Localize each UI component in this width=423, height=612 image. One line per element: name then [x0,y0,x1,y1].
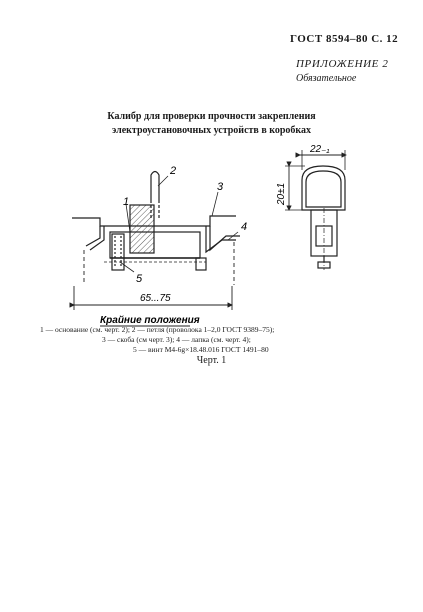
drawing-title-line-1: Калибр для проверки прочности закрепления [107,111,316,122]
extreme-positions-label: Крайние положения [100,315,200,326]
callout-4: 4 [241,221,248,233]
page-header: ГОСТ 8594–80 С. 12 [290,33,399,45]
dimension-top: 22₋₁ [310,144,330,155]
legend-line-3: 5 — винт М4-6g×18.48.016 ГОСТ 1491–80 [133,345,269,354]
appendix-status: Обязательное [296,73,357,84]
dimension-side: 20±1 [276,182,287,205]
appendix-label: ПРИЛОЖЕНИЕ 2 [296,58,389,70]
figure-caption: Черт. 1 [196,355,227,366]
callout-2: 2 [170,165,177,177]
legend-line-1: 1 — основание (см. черт. 2); 2 — петля (проволока 1–2,0 ГОСТ 9389–75); [40,325,275,334]
callout-3: 3 [217,181,224,193]
callout-5: 5 [136,273,143,285]
drawing-title-line-2: электроустановочных устройств в коробках [111,125,312,136]
side-view [285,150,346,270]
legend-line-2: 3 — скоба (см черт. 3); 4 — лапка (см. черт. 4); [102,335,251,344]
callout-1: 1 [123,196,130,208]
dimension-width: 65...75 [140,293,171,304]
